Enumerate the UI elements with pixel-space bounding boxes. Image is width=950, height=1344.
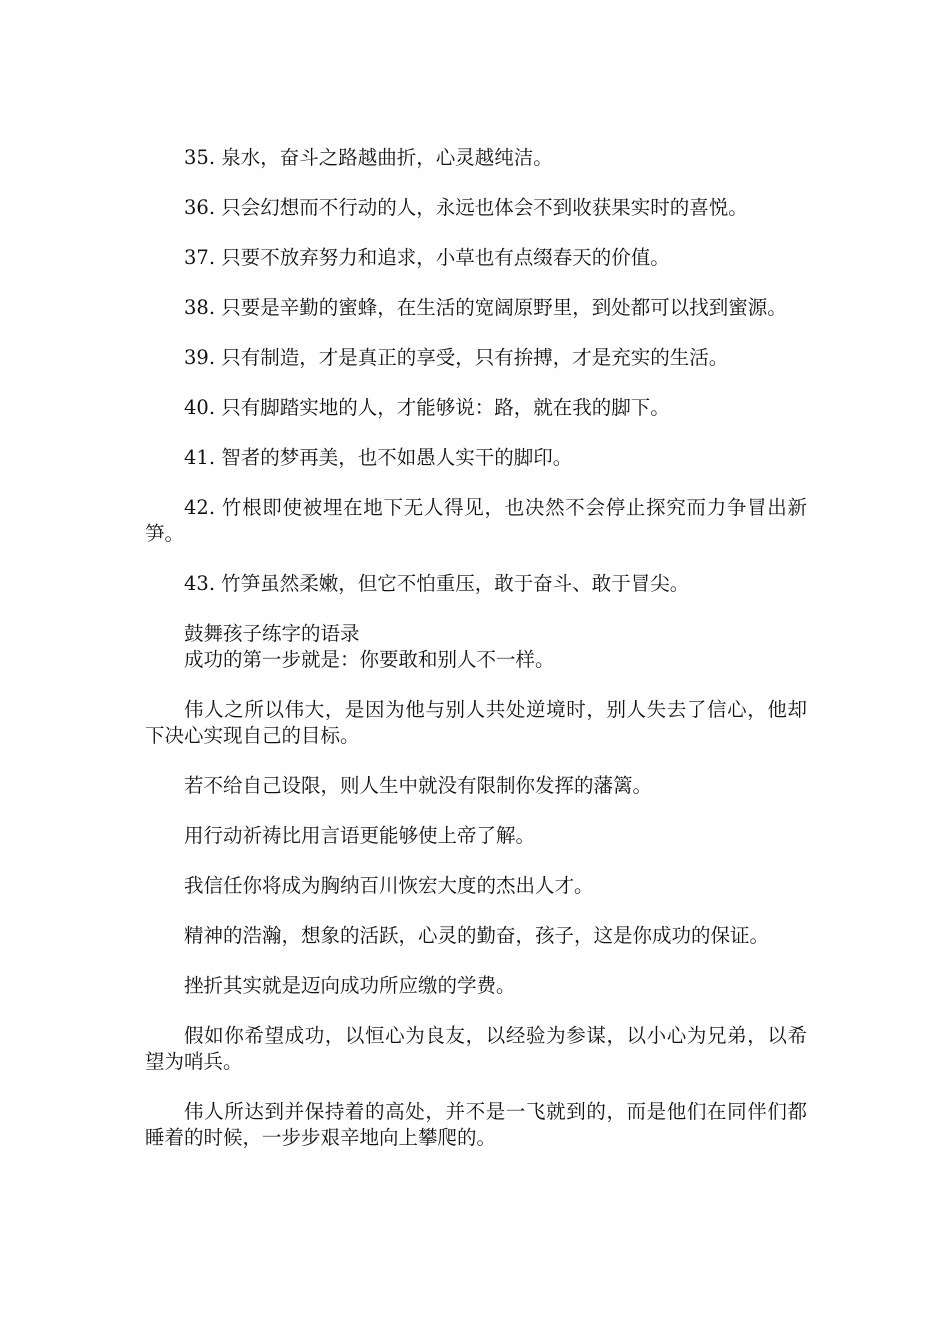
- paragraph: 假如你希望成功，以恒心为良友，以经验为参谋，以小心为兄弟，以希望为哨兵。: [145, 1024, 807, 1073]
- paragraph: 41. 智者的梦再美，也不如愚人实干的脚印。: [184, 446, 573, 469]
- paragraph: 伟人所达到并保持着的高处，并不是一飞就到的，而是他们在同伴们都睡着的时候，一步步艰辛地向上攀爬的。: [145, 1100, 807, 1149]
- section-heading: 鼓舞孩子练字的语录: [184, 622, 360, 645]
- paragraph: 挫折其实就是迈向成功所应缴的学费。: [184, 974, 516, 997]
- paragraph: 若不给自己设限，则人生中就没有限制你发挥的藩篱。: [184, 774, 653, 797]
- paragraph: 37. 只要不放弃努力和追求，小草也有点缀春天的价值。: [184, 246, 670, 269]
- paragraph: 成功的第一步就是：你要敢和别人不一样。: [184, 648, 555, 671]
- paragraph: 42. 竹根即使被埋在地下无人得见，也决然不会停止探究而力争冒出新笋。: [145, 496, 807, 545]
- document-body: [145, 145, 807, 1175]
- paragraph: 我信任你将成为胸纳百川恢宏大度的杰出人才。: [184, 874, 594, 897]
- paragraph: 38. 只要是辛勤的蜜蜂，在生活的宽阔原野里，到处都可以找到蜜源。: [184, 296, 787, 319]
- paragraph: 精神的浩瀚，想象的活跃，心灵的勤奋，孩子，这是你成功的保证。: [184, 924, 770, 947]
- paragraph: 用行动祈祷比用言语更能够使上帝了解。: [184, 824, 536, 847]
- paragraph: 35. 泉水，奋斗之路越曲折，心灵越纯洁。: [184, 146, 553, 169]
- paragraph: 40. 只有脚踏实地的人，才能够说：路，就在我的脚下。: [184, 396, 670, 419]
- paragraph: 36. 只会幻想而不行动的人，永远也体会不到收获果实时的喜悦。: [184, 196, 748, 219]
- paragraph: 伟人之所以伟大，是因为他与别人共处逆境时，别人失去了信心，他却下决心实现自己的目标。: [145, 698, 807, 747]
- paragraph: 43. 竹笋虽然柔嫩，但它不怕重压，敢于奋斗、敢于冒尖。: [184, 572, 690, 595]
- paragraph: 39. 只有制造，才是真正的享受，只有拚搏，才是充实的生活。: [184, 346, 729, 369]
